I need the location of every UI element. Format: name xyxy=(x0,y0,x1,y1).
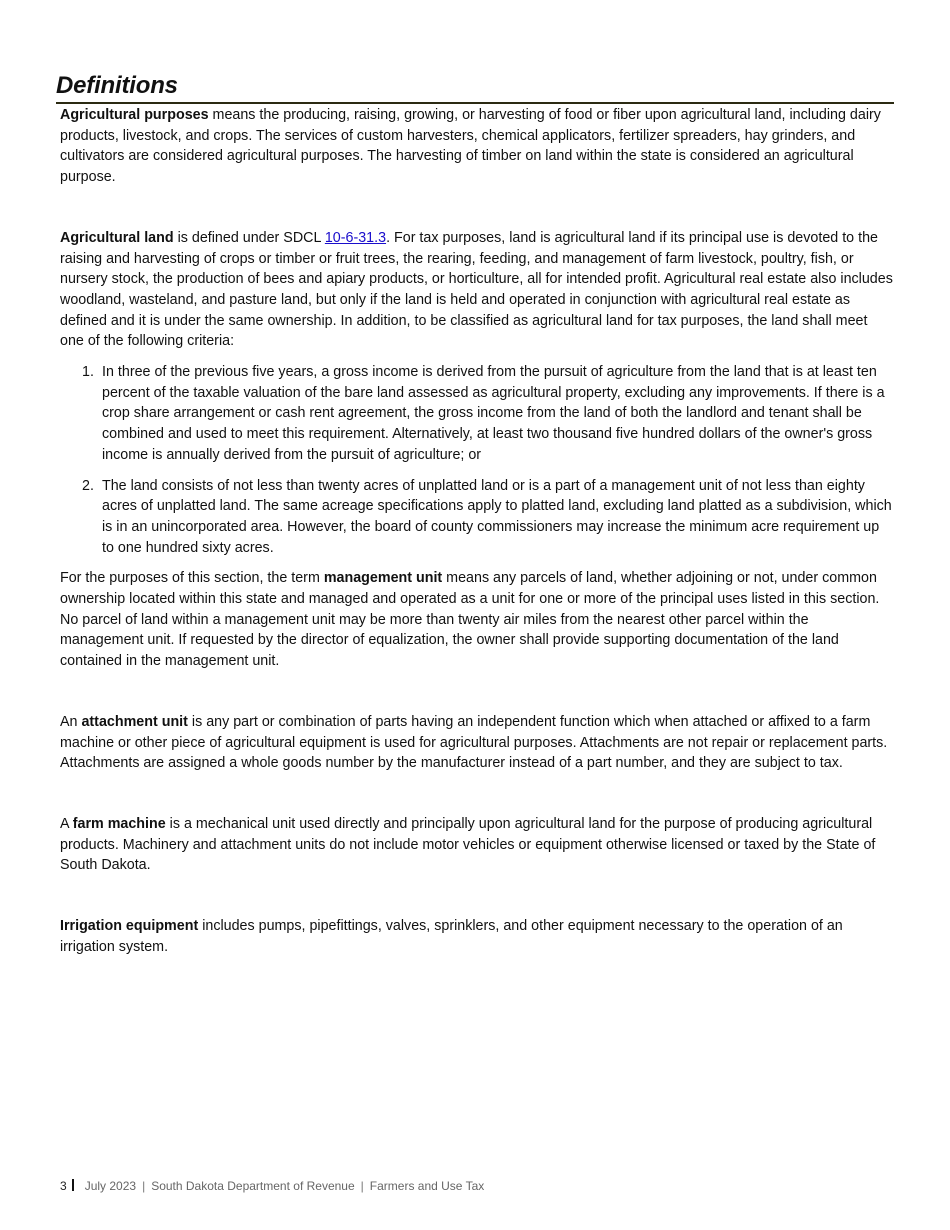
footer-divider-bar xyxy=(72,1179,74,1191)
criteria-text: In three of the previous five years, a gross income is derived from the pursuit of agriculture from the land that is at least ten percent of the taxable valuation of the bare land assessed as agricultural property, excluding any improvements. If there is a crop share arrangement or cash rent agreement, the gross income from the land of both the landlord and tenant shall be combined and used to meet this requirement. Alternatively, at least two thousand five hundred dollars of the owner's gross income is annually derived from the pursuit of agriculture; or xyxy=(102,364,885,463)
term-agricultural-land: Agricultural land xyxy=(60,229,174,246)
definition-text: For the purposes of this section, the term xyxy=(60,570,324,587)
footer-separator: | xyxy=(142,1179,146,1193)
definition-text: includes pumps, pipefittings, valves, sprinklers, and other equipment necessary to the operation of an irrigation system. xyxy=(60,918,843,955)
definition-text: . For tax purposes, land is agricultural land if its principal use is devoted to the raising and harvesting of crops or timber or fruit trees, the rearing, feeding, and management of farm livestock, poultry, fish, or nursery stock, the production of bees and apiary products, or horticulture, all for intended profit. Agricultural real estate also includes woodland, wasteland, and pasture land, but only if the land is held and operated in conjunction with agricultural real estate as defined and it is under the same ownership. In addition, to be classified as agricultural land for tax purposes, the land shall meet one of the following criteria: xyxy=(60,229,893,350)
definition-management-unit xyxy=(60,568,894,672)
page-title: Definitions xyxy=(56,72,178,99)
footer-separator: | xyxy=(360,1179,364,1193)
definition-text: is a mechanical unit used directly and principally upon agricultural land for the purpose of producing agricultural products. Machinery and attachment units do not include motor vehicles or equipment otherwise licensed or taxed by the State of South Dakota. xyxy=(60,815,876,874)
page-footer xyxy=(60,1178,484,1194)
footer-date: July 2023 xyxy=(84,1179,137,1193)
criteria-item xyxy=(60,476,894,559)
definition-farm-machine xyxy=(60,814,894,876)
term-management-unit: management unit xyxy=(323,570,443,587)
section-heading xyxy=(56,70,894,104)
criteria-text: The land consists of not less than twenty acres of unplatted land or is a part of a management unit of not less than eighty acres of unplatted land. The same acreage specifications apply to platted land, excluding land platted as a subdivision, which is in an unincorporated area. However, the board of county commissioners may increase the minimum acre requirement up to one hundred sixty acres. xyxy=(102,477,892,556)
sdcl-link[interactable]: 10-6-31.3 xyxy=(324,229,387,246)
definition-text: is any part or combination of parts having an independent function which when attached or affixed to a farm machine or other piece of agricultural equipment is used for agricultural purposes. Attachments are not repair or replacement parts. Attachments are assigned a whole goods number by the manufacturer instead of a part number, and they are subject to tax. xyxy=(60,713,888,772)
criteria-number: 2. xyxy=(82,477,94,494)
term-farm-machine: farm machine xyxy=(72,815,166,832)
definition-attachment-unit xyxy=(60,712,894,774)
definition-text: means any parcels of land, whether adjoining or not, under common ownership located within this state and managed and operated as a unit for one or more of the principal uses listed in this section. No parcel of land within a management unit may be more than twenty air miles from the nearest other parcel within the management unit. If requested by the director of equalization, the owner shall provide supporting documentation of the land contained in the management unit. xyxy=(60,570,880,670)
page-number: 3 xyxy=(60,1179,67,1193)
definition-text: means the producing, raising, growing, or harvesting of food or fiber upon agricultural land, including dairy products, livestock, and crops. The services of custom harvesters, chemical applicators, fertilizer spreaders, hay grinders, and cultivators are considered agricultural purposes. The harvesting of timber on land within the state is considered an agricultural purpose. xyxy=(60,107,881,186)
definition-agricultural-purposes xyxy=(60,105,894,188)
term-irrigation-equipment: Irrigation equipment xyxy=(60,918,199,935)
definition-text: is defined under SDCL xyxy=(173,229,325,246)
footer-title: Farmers and Use Tax xyxy=(369,1179,485,1193)
term-attachment-unit: attachment unit xyxy=(81,713,188,730)
criteria-item xyxy=(60,362,894,466)
criteria-number: 1. xyxy=(82,364,94,381)
definition-agricultural-land xyxy=(60,228,894,352)
definitions-body xyxy=(60,105,894,958)
definition-text: An xyxy=(60,713,82,730)
definition-text: A xyxy=(60,815,73,832)
footer-department: South Dakota Department of Revenue xyxy=(151,1179,355,1193)
definition-irrigation-equipment xyxy=(60,916,894,957)
criteria-list xyxy=(60,362,894,558)
term-agricultural-purposes: Agricultural purposes xyxy=(60,107,209,123)
